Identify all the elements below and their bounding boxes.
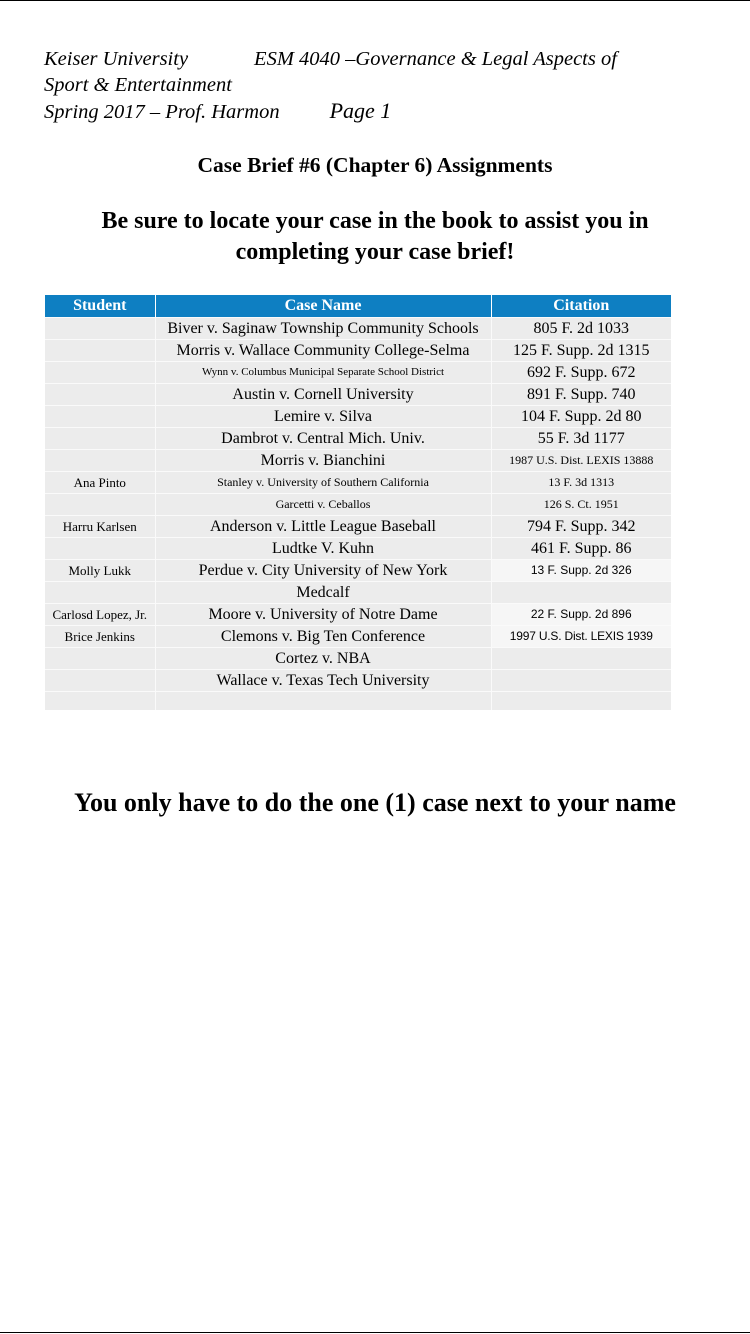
- citation-cell: 891 F. Supp. 740: [491, 384, 671, 406]
- document-title: Case Brief #6 (Chapter 6) Assignments: [197, 153, 553, 177]
- case-name-cell: Austin v. Cornell University: [155, 384, 491, 406]
- case-name-cell: Morris v. Wallace Community College-Selma: [155, 340, 491, 362]
- header-line-1: [44, 47, 734, 73]
- table-row: [45, 450, 671, 472]
- table-row: [45, 604, 671, 626]
- instruction-text: You only have to do the one (1) case next to your name: [74, 788, 676, 817]
- notice-text: Be sure to locate your case in the book to assist you in completing your case brief!: [101, 208, 649, 265]
- case-name-cell: Lemire v. Silva: [155, 406, 491, 428]
- page-number: Page 1: [329, 98, 392, 123]
- top-rule: [0, 0, 750, 1]
- citation-cell: [491, 648, 671, 670]
- citation-cell: 104 F. Supp. 2d 80: [491, 406, 671, 428]
- student-cell: Brice Jenkins: [45, 626, 155, 648]
- student-cell: [45, 428, 155, 450]
- student-cell: Carlosd Lopez, Jr.: [45, 604, 155, 626]
- citation-cell: 126 S. Ct. 1951: [491, 494, 671, 516]
- student-cell: [45, 450, 155, 472]
- student-cell: [45, 582, 155, 604]
- citation-cell: [491, 670, 671, 692]
- table-row: [45, 318, 671, 340]
- table-row: [45, 670, 671, 692]
- student-cell: [45, 384, 155, 406]
- case-name-cell: Wynn v. Columbus Municipal Separate School District: [155, 362, 491, 384]
- case-name-cell: Morris v. Bianchini: [155, 450, 491, 472]
- table-row: [45, 516, 671, 538]
- term-professor: Spring 2017 – Prof. Harmon: [44, 101, 280, 123]
- citation-cell: [491, 582, 671, 604]
- citation-cell: 55 F. 3d 1177: [491, 428, 671, 450]
- citation-cell: 461 F. Supp. 86: [491, 538, 671, 560]
- university-name: Keiser University: [44, 48, 189, 70]
- student-cell: [45, 362, 155, 384]
- table-row: [45, 626, 671, 648]
- column-header-student: Student: [45, 295, 155, 318]
- header-line-2: [44, 73, 734, 99]
- student-cell: [45, 670, 155, 692]
- case-name-cell: Stanley v. University of Southern California: [155, 472, 491, 494]
- student-cell: [45, 538, 155, 560]
- citation-cell: 1997 U.S. Dist. LEXIS 1939: [491, 626, 671, 648]
- case-name-cell: Medcalf: [155, 582, 491, 604]
- table-row: [45, 406, 671, 428]
- student-cell: [45, 406, 155, 428]
- case-name-cell: Perdue v. City University of New York: [155, 560, 491, 582]
- column-header-citation: Citation: [491, 295, 671, 318]
- case-name-cell: Dambrot v. Central Mich. Univ.: [155, 428, 491, 450]
- case-name-cell: Wallace v. Texas Tech University: [155, 670, 491, 692]
- citation-cell: 794 F. Supp. 342: [491, 516, 671, 538]
- course-name: ESM 4040 –Governance & Legal Aspects of: [254, 48, 617, 70]
- student-cell: Harru Karlsen: [45, 516, 155, 538]
- case-name-cell: Garcetti v. Ceballos: [155, 494, 491, 516]
- document-header: [44, 47, 734, 126]
- citation-cell: 22 F. Supp. 2d 896: [491, 604, 671, 626]
- table-row: [45, 340, 671, 362]
- table-row: [45, 384, 671, 406]
- case-name-cell: Biver v. Saginaw Township Community Schools: [155, 318, 491, 340]
- table-row: [45, 494, 671, 516]
- citation-cell: 1987 U.S. Dist. LEXIS 13888: [491, 450, 671, 472]
- table-row: [45, 560, 671, 582]
- citation-cell: 125 F. Supp. 2d 1315: [491, 340, 671, 362]
- student-cell: Molly Lukk: [45, 560, 155, 582]
- citation-cell: 692 F. Supp. 672: [491, 362, 671, 384]
- student-cell: [45, 340, 155, 362]
- case-name-cell: Clemons v. Big Ten Conference: [155, 626, 491, 648]
- table-row: [45, 648, 671, 670]
- column-header-case-name: Case Name: [155, 295, 491, 318]
- citation-cell: 805 F. 2d 1033: [491, 318, 671, 340]
- case-name-cell: Cortez v. NBA: [155, 648, 491, 670]
- case-name-cell: Moore v. University of Notre Dame: [155, 604, 491, 626]
- table-row-empty: [45, 692, 671, 711]
- table-row: [45, 428, 671, 450]
- bottom-rule: [0, 1332, 750, 1333]
- citation-cell: 13 F. Supp. 2d 326: [491, 560, 671, 582]
- student-cell: [45, 318, 155, 340]
- table-row: [45, 538, 671, 560]
- case-name-cell: Anderson v. Little League Baseball: [155, 516, 491, 538]
- student-cell: Ana Pinto: [45, 472, 155, 494]
- student-cell: [45, 648, 155, 670]
- header-line-3: [44, 98, 734, 126]
- table-row: [45, 472, 671, 494]
- case-assignments-table: [45, 295, 671, 710]
- table-row: [45, 362, 671, 384]
- case-name-cell: Ludtke V. Kuhn: [155, 538, 491, 560]
- course-name-continued: Sport & Entertainment: [44, 73, 232, 96]
- student-cell: [45, 494, 155, 516]
- table-header-row: [45, 295, 671, 318]
- table-row: [45, 582, 671, 604]
- citation-cell: 13 F. 3d 1313: [491, 472, 671, 494]
